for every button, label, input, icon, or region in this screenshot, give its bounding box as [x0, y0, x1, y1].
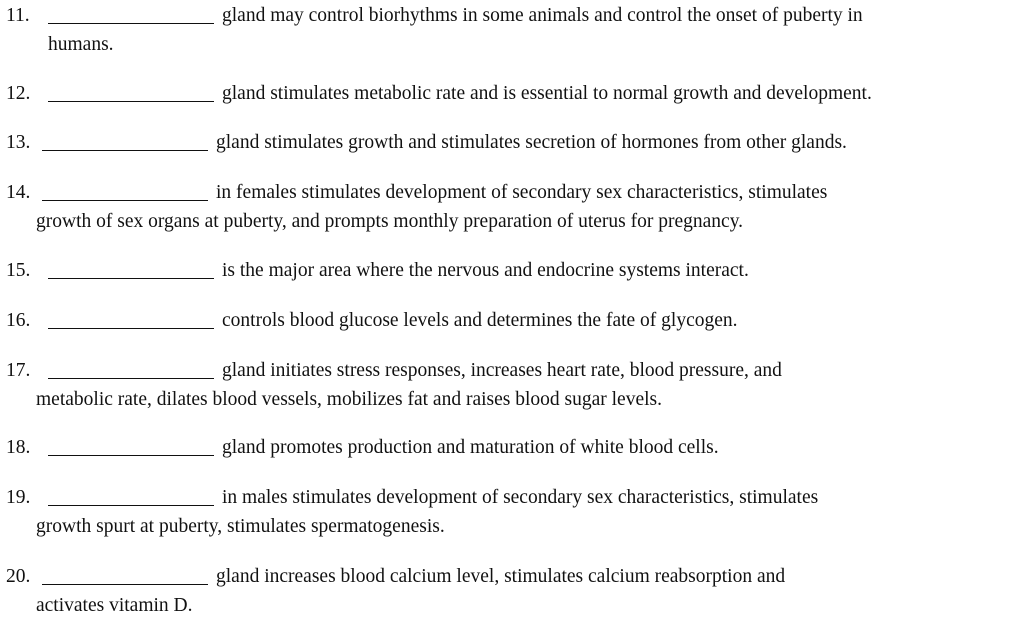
question-text-line-1: gland promotes production and maturation of white blood cells. [222, 437, 719, 458]
question-text-line-1: gland stimulates metabolic rate and is essential to normal growth and development. [222, 83, 872, 104]
question-text-line-2: activates vitamin D. [36, 595, 193, 616]
question-text-line-1: gland may control biorhythms in some animals and control the onset of puberty in [222, 5, 863, 26]
question-number: 19. [6, 487, 31, 508]
question-text-line-1: is the major area where the nervous and endocrine systems interact. [222, 260, 749, 281]
question-number: 20. [6, 566, 31, 587]
answer-blank[interactable] [42, 584, 208, 585]
answer-blank[interactable] [48, 23, 214, 24]
question-text-line-2: growth of sex organs at puberty, and prompts monthly preparation of uterus for pregnancy. [36, 211, 744, 232]
question-number: 11. [6, 5, 30, 26]
answer-blank[interactable] [48, 455, 214, 456]
question-number: 14. [6, 182, 31, 203]
question-number: 16. [6, 310, 31, 331]
question-text-line-1: controls blood glucose levels and determines the fate of glycogen. [222, 310, 738, 331]
question-text-line-1: in males stimulates development of secondary sex characteristics, stimulates [222, 487, 819, 508]
question-text-line-2: humans. [48, 34, 114, 55]
question-text-line-1: in females stimulates development of secondary sex characteristics, stimulates [216, 182, 828, 203]
question-number: 12. [6, 83, 31, 104]
question-text-line-1: gland stimulates growth and stimulates secretion of hormones from other glands. [216, 132, 847, 153]
question-number: 13. [6, 132, 31, 153]
question-text-line-1: gland initiates stress responses, increases heart rate, blood pressure, and [222, 360, 782, 381]
answer-blank[interactable] [48, 328, 214, 329]
question-number: 17. [6, 360, 31, 381]
answer-blank[interactable] [48, 278, 214, 279]
answer-blank[interactable] [42, 150, 208, 151]
question-text-line-1: gland increases blood calcium level, stimulates calcium reabsorption and [216, 566, 786, 587]
question-number: 15. [6, 260, 31, 281]
answer-blank[interactable] [48, 378, 214, 379]
answer-blank[interactable] [48, 101, 214, 102]
answer-blank[interactable] [42, 200, 208, 201]
answer-blank[interactable] [48, 505, 214, 506]
question-number: 18. [6, 437, 31, 458]
question-text-line-2: growth spurt at puberty, stimulates spermatogenesis. [36, 516, 445, 537]
question-text-line-2: metabolic rate, dilates blood vessels, mobilizes fat and raises blood sugar levels. [36, 389, 662, 410]
